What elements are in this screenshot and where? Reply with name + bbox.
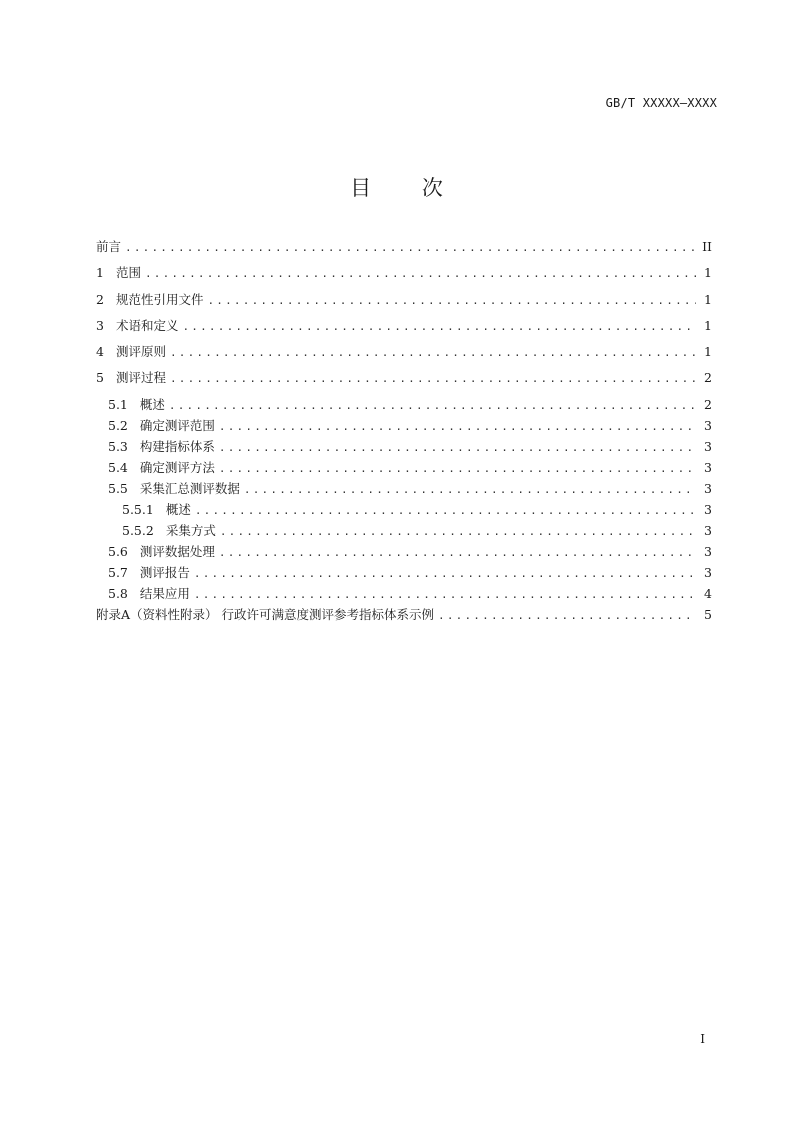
toc-entry-5-5-2[interactable] — [96, 522, 712, 543]
toc-entry-foreword[interactable] — [96, 238, 712, 264]
toc-text: 构建指标体系 — [139, 438, 215, 454]
toc-entry-5-6[interactable] — [96, 543, 712, 564]
toc-entry-5[interactable] — [96, 369, 712, 395]
toc-page-number: 4 — [704, 585, 712, 601]
toc-text: 测评原则 — [115, 344, 166, 360]
toc-leader-dots — [438, 607, 696, 625]
toc-page-number: 2 — [704, 370, 712, 386]
toc-page-number: 3 — [704, 438, 712, 454]
toc-text: 附录A（资料性附录） 行政许可满意度测评参考指标体系示例 — [96, 606, 435, 622]
toc-entry-5-8[interactable] — [96, 585, 712, 606]
toc-text: 测评数据处理 — [139, 543, 215, 559]
toc-number: 5 — [96, 370, 104, 386]
toc-number: 4 — [96, 344, 104, 360]
toc-number: 5.5.2 — [122, 522, 154, 538]
toc-leader-dots — [219, 439, 696, 457]
toc-leader-dots — [125, 239, 696, 257]
toc-entry-annex-a[interactable] — [96, 606, 712, 632]
toc-entry-5-1[interactable] — [96, 396, 712, 417]
toc-text: 确定测评方法 — [139, 459, 215, 475]
toc-number: 5.1 — [108, 396, 128, 412]
toc-page-number: 2 — [704, 396, 712, 412]
table-of-contents — [96, 238, 712, 632]
toc-page-number: 1 — [704, 317, 712, 333]
page-number: I — [700, 1032, 705, 1046]
toc-number: 5.7 — [108, 564, 128, 580]
toc-page-number: 3 — [704, 417, 712, 433]
toc-leader-dots — [195, 502, 696, 520]
toc-title: 目 次 — [350, 176, 465, 200]
toc-entry-5-5-1[interactable] — [96, 501, 712, 522]
toc-page-number: II — [702, 239, 712, 254]
toc-leader-dots — [182, 318, 696, 336]
toc-number: 5.6 — [108, 543, 128, 559]
toc-text: 测评报告 — [139, 564, 190, 580]
toc-entry-4[interactable] — [96, 343, 712, 369]
toc-leader-dots — [194, 586, 696, 604]
toc-number: 5.3 — [108, 438, 128, 454]
toc-text: 确定测评范围 — [139, 417, 215, 433]
toc-entry-5-7[interactable] — [96, 564, 712, 585]
toc-leader-dots — [169, 397, 696, 415]
toc-entry-3[interactable] — [96, 317, 712, 343]
toc-page-number: 3 — [704, 564, 712, 580]
toc-number: 5.2 — [108, 417, 128, 433]
toc-number: 2 — [96, 291, 104, 307]
toc-leader-dots — [207, 292, 696, 310]
toc-leader-dots — [145, 265, 696, 283]
toc-number: 1 — [96, 265, 104, 281]
toc-text: 范围 — [115, 265, 141, 281]
toc-page-number: 1 — [704, 344, 712, 360]
toc-entry-5-4[interactable] — [96, 459, 712, 480]
toc-text: 规范性引用文件 — [115, 291, 204, 307]
toc-leader-dots — [219, 418, 696, 436]
toc-page-number: 3 — [704, 522, 712, 538]
toc-entry-5-2[interactable] — [96, 417, 712, 438]
toc-leader-dots — [244, 481, 696, 499]
toc-page-number: 5 — [704, 606, 712, 622]
toc-text: 术语和定义 — [115, 317, 179, 333]
toc-number: 3 — [96, 317, 104, 333]
toc-number: 5.5.1 — [122, 501, 154, 517]
toc-leader-dots — [170, 344, 696, 362]
toc-page-number: 3 — [704, 501, 712, 517]
toc-text: 概述 — [165, 501, 191, 517]
toc-number: 5.8 — [108, 585, 128, 601]
toc-entry-1[interactable] — [96, 264, 712, 290]
toc-page-number: 3 — [704, 459, 712, 475]
toc-text: 测评过程 — [115, 370, 166, 386]
toc-text: 采集汇总测评数据 — [139, 480, 240, 496]
toc-leader-dots — [219, 544, 696, 562]
toc-page-number: 3 — [704, 480, 712, 496]
toc-entry-2[interactable] — [96, 291, 712, 317]
toc-leader-dots — [170, 370, 696, 388]
toc-page-number: 1 — [704, 265, 712, 281]
document-code: GB/T XXXXX—XXXX — [605, 96, 717, 110]
toc-leader-dots — [194, 565, 696, 583]
toc-number: 5.4 — [108, 459, 128, 475]
toc-text: 概述 — [139, 396, 165, 412]
toc-entry-5-5[interactable] — [96, 480, 712, 501]
toc-text: 结果应用 — [139, 585, 190, 601]
toc-page-number: 1 — [704, 291, 712, 307]
toc-text: 采集方式 — [165, 522, 216, 538]
toc-number: 5.5 — [108, 480, 128, 496]
toc-text: 前言 — [96, 239, 122, 254]
toc-page-number: 3 — [704, 543, 712, 559]
toc-entry-5-3[interactable] — [96, 438, 712, 459]
toc-leader-dots — [219, 460, 696, 478]
toc-leader-dots — [220, 523, 696, 541]
